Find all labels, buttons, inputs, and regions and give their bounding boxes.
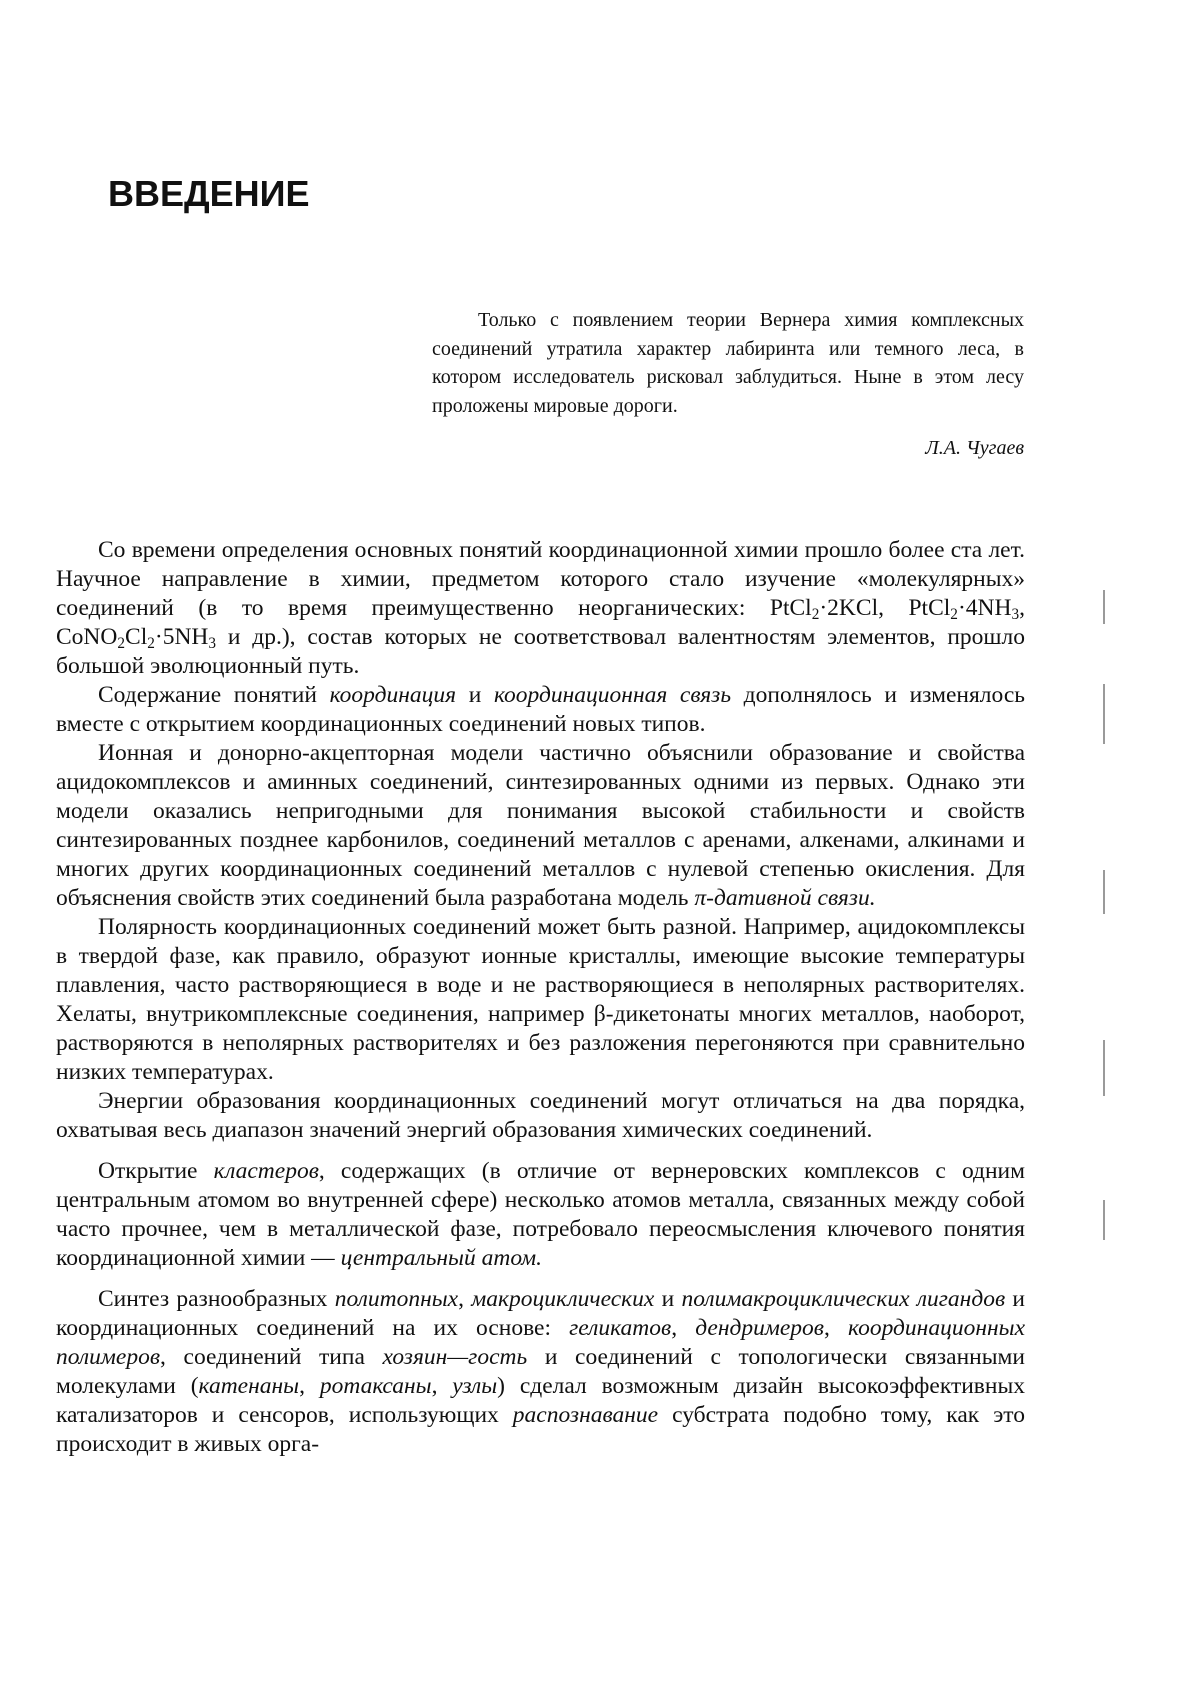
paragraph (56, 681, 1025, 739)
text-run: и координационных соединений на их основе: (56, 1286, 1026, 1341)
text-run: Содержание понятий (98, 682, 330, 708)
subscript: 2 (147, 634, 155, 652)
paragraph (56, 1157, 1025, 1273)
scan-margin-mark (1103, 1200, 1105, 1240)
text-run: Cl (125, 624, 148, 650)
scan-margin-mark (1103, 1040, 1105, 1096)
text-run: ·5NH (154, 624, 209, 650)
scan-margin-mark (1103, 684, 1105, 744)
scan-margin-mark (1103, 590, 1105, 624)
text-run: Синтез разнообразных (98, 1286, 335, 1312)
paragraph (56, 913, 1025, 1087)
epigraph (432, 306, 1024, 463)
text-run: и (456, 682, 494, 708)
text-run: Полярность координационных соединений может быть разной. Например, ацидокомплексы в твердой фазе, как правило, образуют ионные кристаллы, имеющие высокие температуры плавления, часто растворяющиеся в воде и не растворяющиеся в неполярных растворителях. Хелаты, внутрикомплексные соединения, например β-дикетонаты многих металлов, наоборот, растворяются в неполярных растворителях и без разложения перегоняются при сравнительно низких температурах. (56, 914, 1025, 1085)
text-run: Энергии образования координационных соединений могут отличаться на два порядка, охватывая весь диапазон значений энергий образования химических соединений. (56, 1088, 1025, 1143)
italic-term: хозяин—гость (382, 1344, 528, 1370)
text-run: ·2KCl, PtCl (819, 595, 951, 621)
text-run: , (299, 1373, 320, 1399)
chapter-heading: ВВЕДЕНИЕ (108, 173, 310, 214)
text-run: Открытие (98, 1158, 214, 1184)
paragraph (56, 1285, 1025, 1459)
italic-term: кластеров (213, 1158, 319, 1184)
text-run: , соединений типа (160, 1344, 383, 1370)
text-run: , CoNO (56, 595, 1025, 650)
italic-term: узлы (452, 1373, 498, 1399)
text-run: ) сделал возможным дизайн высокоэффективных катализаторов и сенсоров, использующих (56, 1373, 1026, 1428)
subscript: 2 (950, 605, 958, 623)
epigraph-author: Л.А. Чугаев (925, 437, 1024, 459)
italic-term: центральный атом. (340, 1245, 543, 1271)
italic-term: координационная связь (493, 682, 732, 708)
italic-term: дендримеров (695, 1315, 824, 1341)
text-run: и (654, 1286, 682, 1312)
italic-term: полимакроциклических лигандов (681, 1286, 1006, 1312)
italic-term: геликатов (569, 1315, 672, 1341)
text-run: Со времени определения основных понятий координационной химии прошло более ста лет. Научное направление в химии, предметом которого стало изучение «молекулярных» соединений (в то время преимущественно неорганических: PtCl (56, 537, 1025, 621)
subscript: 3 (208, 634, 217, 652)
subscript: 3 (1011, 605, 1020, 623)
subscript: 2 (117, 634, 126, 652)
body-text (56, 536, 1025, 1459)
text-run: , содержащих (в отличие от вернеровских комплексов с одним центральным атомом во внутренней сфере) несколько атомов металла, связанных между собой часто прочнее, чем в металлической фазе, потребовало переосмысления ключевого понятия координационной химии — (56, 1158, 1025, 1271)
text-run: дополнялось и изменялось вместе с открытием координационных соединений новых типов. (56, 682, 1026, 737)
paragraph (56, 536, 1025, 681)
subscript: 2 (811, 605, 820, 623)
italic-term: катенаны (198, 1373, 300, 1399)
scan-margin-mark (1103, 870, 1105, 914)
italic-term: макроциклических (471, 1286, 655, 1312)
italic-term: координация (329, 682, 457, 708)
italic-term: распознавание (512, 1402, 659, 1428)
paragraph (56, 1087, 1025, 1145)
text-run: Ионная и донорно-акцепторная модели частично объяснили образование и свойства ацидокомплексов и аминных соединений, синтезированных одними из первых. Однако эти модели оказались непригодными для понимания высокой стабильности и свойств синтезированных позднее карбонилов, соединений металлов с аренами, алкенами, алкинами и многих других координационных соединений металлов с нулевой степенью окисления. Для объяснения свойств этих соединений была разработана модель (56, 740, 1025, 911)
text-run: и соединений с топологически связанными молекулами ( (56, 1344, 1025, 1399)
text-run: субстрата подобно тому, как это происходит в живых орга- (56, 1402, 1025, 1457)
text-run: , (824, 1315, 848, 1341)
paragraph (56, 739, 1025, 913)
epigraph-text: Только с появлением теории Вернера химия комплексных соединений утратила характер лабиринта или темного леса, в котором исследователь рисковал заблудиться. Ныне в этом лесу проложены мировые дороги. (432, 309, 1024, 417)
text-run: ·4NH (957, 595, 1012, 621)
italic-term: π-дативной связи. (694, 885, 876, 911)
italic-term: политопных (334, 1286, 459, 1312)
italic-term: координационных полимеров (56, 1315, 1025, 1370)
italic-term: ротаксаны (319, 1373, 432, 1399)
text-run: , (671, 1315, 696, 1341)
text-run: , (431, 1373, 453, 1399)
text-run: , (458, 1286, 472, 1312)
text-run: и др.), состав которых не соответствовал валентностям элементов, прошло большой эволюционный путь. (56, 624, 1025, 679)
